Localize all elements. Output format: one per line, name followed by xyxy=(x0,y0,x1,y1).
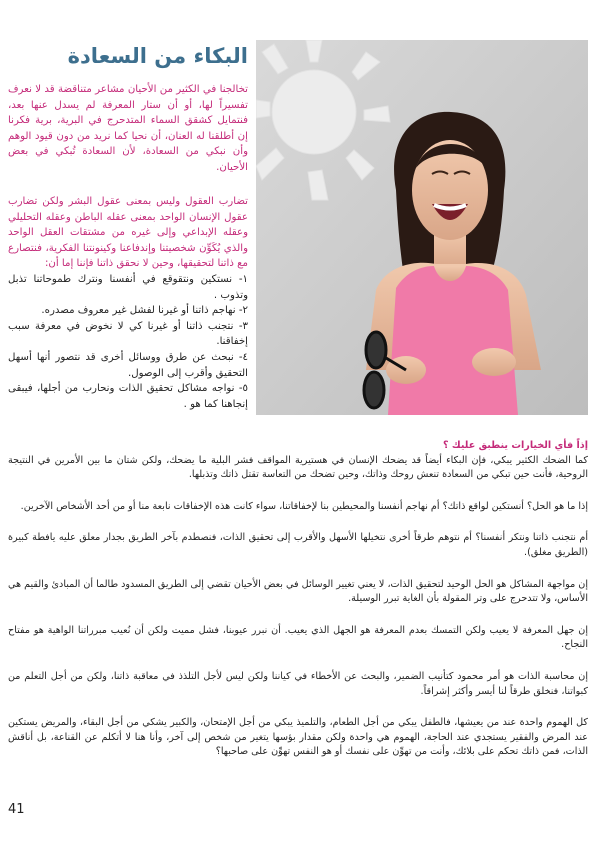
list-item: ٢- نهاجم ذاتنا أو غيرنا لفشل غير معروف مصدره. xyxy=(41,305,248,317)
reasons-section xyxy=(8,194,248,412)
body-text xyxy=(8,439,588,777)
intro-text: تخالجنا في الكثير من الأحيان مشاعر متناقضة قد لا نعرف تفسيراً لها، أو أن ستار المعرفة لم يسدل عنها بعد، فنتمايل كشقق السماء المتدحرج في البرية، برية فكرنا إن أطلقنا له العنان، أن نحيا كما نريد من دون قيود الوهم وأن نبكي من السعادة، لأن السعادة تُبكي في بعض الأحيان. xyxy=(8,84,248,173)
photo-illustration xyxy=(256,40,588,415)
page-number: 41 xyxy=(8,802,25,817)
list-item: ٥- نواجه مشاكل تحقيق الذات ونحارب من أجلها، فيبقى إنجاهنا كما هو . xyxy=(8,383,248,410)
intro-paragraph xyxy=(8,82,248,176)
body-paragraph: إذا ما هو الحل؟ أنستكين لواقع ذاتك؟ أم نهاجم أنفسنا والمحيطين بنا لإخفاقاتنا، سواء كانت هذه الإخفاقات نابعة منا أو من أحد الأشخاص الآخرين. xyxy=(20,500,588,512)
body-paragraph: إن جهل المعرفة لا يعيب ولكن التمسك بعدم المعرفة هو الجهل الذي يعيب. أن نبرر عيوبنا، فشل مميت ولكن أن نُعيب مبرراتنا الواهية هو مفتاح النجاح. xyxy=(8,624,588,651)
photo-laughing-woman xyxy=(256,40,588,415)
question-heading: إذاً فأي الخيارات ينطبق عليك ؟ xyxy=(443,440,588,451)
list-item: ٣- نتجنب ذاتنا أو غيرنا كي لا نخوض في معرفة سبب إخفاقنا. xyxy=(8,320,248,348)
body-paragraph: إن مواجهة المشاكل هو الحل الوحيد لتحقيق الذات، لا يعني تغيير الوسائل في بعض الأحيان تقضي إلى الطريق المسدود طالما أن المبادئ والقيم هي الأساس، ولا تتدحرج على وتر المقولة بأن الغاية تبرر الوسيلة. xyxy=(8,578,588,605)
list-item: ٤- نبحث عن طرق ووسائل أخرى قد نتصور أنها أسهل التحقيق وأقرب إلى الوصول. xyxy=(8,351,248,379)
body-paragraph: كل الهموم واحدة عند من يعيشها، فالطفل يبكي من أجل الطعام، والتلميذ يبكي من أجل الإمتحان، والكبير يشكي من أجل البقاء، والمريض يستكين عند المرض والفقير يستجدي عند الحاجة، الهموم هي واحدة ولكن مقدار بؤسها يتغير من شخص إلى آخر، وأنا هنا لا أتكلم عن القناعة، بل أناقش الذات، فمن ذاتك تحكم على بلائك، وأنت من تهوِّن على نفسك أو هو النفس تهوِّن على صاحبها؟ xyxy=(8,717,588,758)
list-item: ١- نستكين ونتقوقع في أنفسنا ونترك طموحاتنا تذبل وتذوب . xyxy=(8,273,248,301)
body-paragraph: كما الضحك الكثير يبكي، فإن البكاء أيضاً قد يضحك الإنسان في هستيرية المواقف فشر البلية ما يضحك، ولكن شتان ما بين الأمرين في النتيجة الروحية، فأنت حين تبكي من السعادة تنعش روحك وذاتك، وحين تضحك من التعاسة تقتل ذاتك وتذبلها. xyxy=(8,454,588,481)
body-paragraph: أم نتجنب ذاتنا ونتكر أنفسنا؟ أم نتوهم طرقاً أخرى نتخيلها الأسهل والأقرب إلى تحقيق الذات، فنصطدم بآخر الطريق بجدار معلق عليه يافطة كبيرة (الطريق مغلق). xyxy=(8,532,588,558)
page-title: البكاء من السعادة xyxy=(67,44,248,68)
reasons-intro: تضارب العقول وليس بمعنى عقول البشر ولكن تضارب عقول الإنسان الواحد بمعنى عقله الباطن وعقله التحليلي وعقله الإبداعي وإلى غيره من مشتقات العقل الواحد والذي يُكَوِّن شخصيتنا وإندفاعنا وكينونتنا الفكرية، فنتصارع مع ذاتنا لتحقيقها، وحين لا نحقق ذاتنا فإننا إما أن: xyxy=(8,196,248,270)
body-paragraph: إن محاسبة الذات هو أمر محمود كتأنيب الضمير، والبحث عن الأخطاء في كياننا ولكن ليس لأجل التلذذ في معاقبة ذاتنا، ولكن من أجل التعلم من كبواتنا، فنخلق طرقاً لنا أيسر وأكثر إشراقاً. xyxy=(8,670,588,697)
